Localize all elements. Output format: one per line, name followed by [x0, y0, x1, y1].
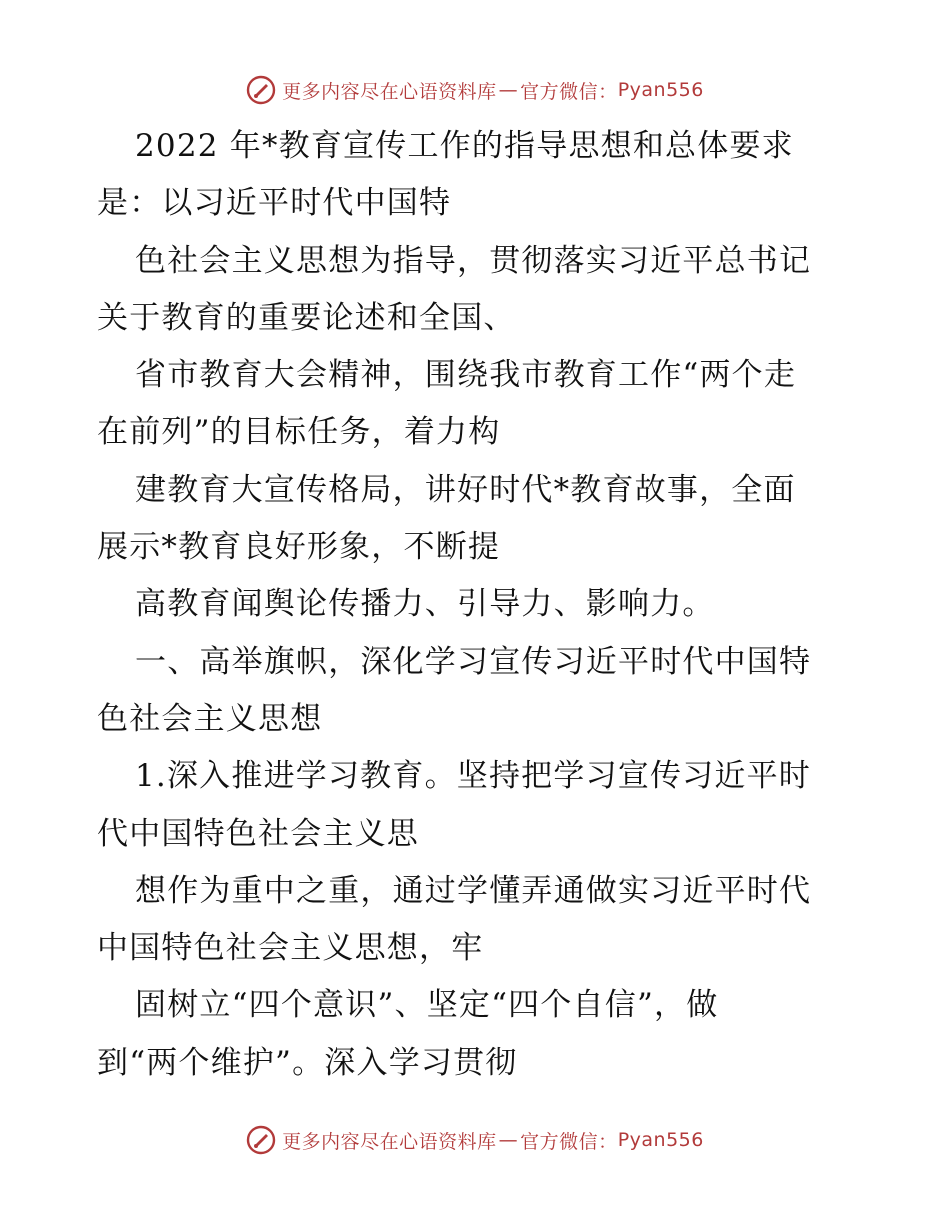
- watermark-dash: —: [498, 79, 519, 101]
- watermark-site-text: 更多内容尽在心语资料库: [282, 1130, 497, 1153]
- header-watermark: [0, 70, 950, 110]
- body-text-line: 关于教育的重要论述和全国、: [97, 299, 516, 336]
- body-text-line: 省市教育大会精神，围绕我市教育工作“两个走: [135, 357, 797, 394]
- watermark-wechat-id: Pyan556: [617, 79, 704, 101]
- seal-logo-icon: [246, 1125, 276, 1155]
- body-text-line: 一、高举旗帜，深化学习宣传习近平时代中国特: [135, 643, 812, 680]
- body-text-line: 中国特色社会主义思想，牢: [97, 930, 484, 967]
- body-text-line: 高教育闻舆论传播力、引导力、影响力。: [135, 586, 715, 623]
- watermark-site-text: 更多内容尽在心语资料库: [282, 80, 497, 103]
- watermark-label: 官方微信：: [520, 1130, 618, 1153]
- body-text-line: 想作为重中之重，通过学懂弄通做实习近平时代: [135, 872, 812, 909]
- body-text-line: 色社会主义思想: [97, 700, 323, 737]
- body-text-line: 固树立“四个意识”、坚定“四个自信”，做: [135, 987, 719, 1024]
- body-text-line: 1.深入推进学习教育。坚持把学习宣传习近平时: [135, 758, 811, 795]
- watermark-wechat-id: Pyan556: [617, 1129, 704, 1151]
- body-text-line: 2022 年*教育宣传工作的指导思想和总体要求: [135, 128, 794, 164]
- footer-watermark: [0, 1120, 950, 1160]
- body-text-line: 色社会主义思想为指导，贯彻落实习近平总书记: [135, 242, 812, 279]
- body-text-line: 在前列”的目标任务，着力构: [97, 414, 501, 451]
- body-text-line: 展示*教育良好形象，不断提: [97, 529, 501, 566]
- body-text-line: 到“两个维护”。深入学习贯彻: [97, 1044, 518, 1081]
- body-text-line: 是：以习近平时代中国特: [97, 185, 452, 222]
- seal-logo-icon: [246, 75, 276, 105]
- watermark-dash: —: [498, 1129, 519, 1151]
- body-text-line: 代中国特色社会主义思: [97, 815, 419, 852]
- watermark-label: 官方微信：: [520, 80, 618, 103]
- body-text-line: 建教育大宣传格局，讲好时代*教育故事，全面: [135, 471, 796, 508]
- document-body: [97, 118, 877, 1092]
